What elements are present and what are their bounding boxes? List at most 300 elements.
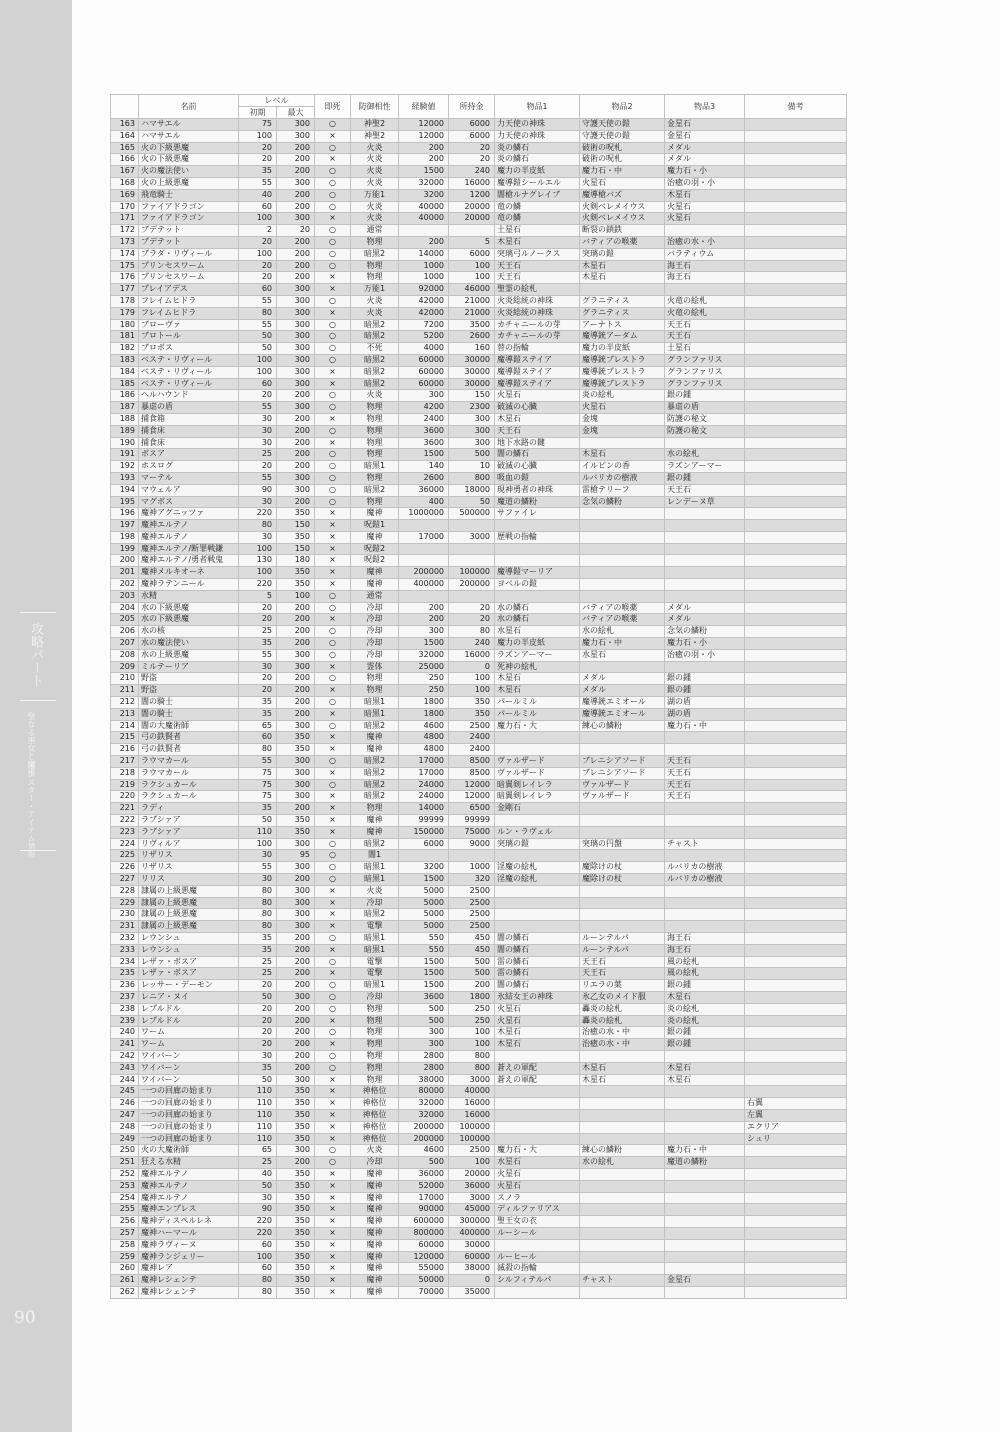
table-row [111, 472, 847, 484]
cell-instant-death: ○ [315, 119, 351, 131]
cell-number: 254 [111, 1192, 139, 1204]
cell-level-max: 300 [277, 661, 315, 673]
cell-exp: 200000 [399, 1133, 449, 1145]
cell-level-max: 350 [277, 815, 315, 827]
cell-number: 169 [111, 189, 139, 201]
cell-item2: 突璃の鎧 [580, 248, 665, 260]
cell-instant-death: × [315, 1039, 351, 1051]
cell-name: 魔神エルテノ [139, 1192, 239, 1204]
cell-item3 [665, 590, 745, 602]
cell-item3 [665, 1050, 745, 1062]
cell-level-max: 200 [277, 496, 315, 508]
cell-instant-death: × [315, 567, 351, 579]
cell-level-max: 150 [277, 520, 315, 532]
cell-number: 163 [111, 119, 139, 131]
cell-note [745, 177, 847, 189]
cell-item1: 蒼えの軍配 [495, 1074, 580, 1086]
cell-name: 水の上級悪魔 [139, 649, 239, 661]
cell-gold: 99999 [449, 815, 495, 827]
cell-item3 [665, 1180, 745, 1192]
cell-item3 [665, 284, 745, 296]
table-row [111, 862, 847, 874]
cell-number: 168 [111, 177, 139, 189]
cell-gold: 100000 [449, 1133, 495, 1145]
cell-instant-death: × [315, 944, 351, 956]
cell-instant-death: × [315, 1098, 351, 1110]
cell-number: 177 [111, 284, 139, 296]
cell-exp: 24000 [399, 779, 449, 791]
cell-level-max: 200 [277, 968, 315, 980]
cell-instant-death: × [315, 154, 351, 166]
cell-gold: 2500 [449, 909, 495, 921]
table-row [111, 567, 847, 579]
cell-level-initial: 20 [239, 980, 277, 992]
cell-level-max: 350 [277, 1109, 315, 1121]
cell-level-initial: 35 [239, 944, 277, 956]
cell-number: 191 [111, 449, 139, 461]
cell-name: ベステ・リヴィール [139, 366, 239, 378]
cell-note [745, 956, 847, 968]
table-header-row-1 [111, 95, 847, 107]
cell-instant-death: ○ [315, 720, 351, 732]
cell-defense: 万能1 [351, 284, 399, 296]
cell-defense: 暗黒2 [351, 767, 399, 779]
cell-level-initial: 50 [239, 1180, 277, 1192]
cell-exp: 2800 [399, 1050, 449, 1062]
cell-name: 魔神エルテノ/断罪戦鎌 [139, 543, 239, 555]
cell-item2: ヴァルザード [580, 779, 665, 791]
cell-defense: 火炎 [351, 1145, 399, 1157]
cell-note: シュリ [745, 1133, 847, 1145]
cell-number: 188 [111, 413, 139, 425]
cell-exp: 120000 [399, 1251, 449, 1263]
cell-note [745, 850, 847, 862]
cell-level-max: 350 [277, 508, 315, 520]
cell-item3: 炎の絵札 [665, 1003, 745, 1015]
cell-exp: 40000 [399, 213, 449, 225]
cell-level-initial: 60 [239, 378, 277, 390]
cell-number: 255 [111, 1204, 139, 1216]
cell-gold: 150 [449, 390, 495, 402]
cell-item3: 魔力石・小 [665, 638, 745, 650]
cell-name: 一つの回廊の始まり [139, 1109, 239, 1121]
cell-item1: 闇の鱗石 [495, 932, 580, 944]
cell-number: 189 [111, 425, 139, 437]
cell-name: ファイアドラゴン [139, 213, 239, 225]
cell-note: 右翼 [745, 1098, 847, 1110]
cell-instant-death: × [315, 284, 351, 296]
cell-gold: 100 [449, 272, 495, 284]
cell-gold: 36000 [449, 1180, 495, 1192]
cell-note [745, 1027, 847, 1039]
cell-level-max: 200 [277, 1039, 315, 1051]
cell-item3: メダル [665, 602, 745, 614]
cell-gold: 2500 [449, 1145, 495, 1157]
cell-item3 [665, 1168, 745, 1180]
cell-gold: 30000 [449, 366, 495, 378]
cell-item2: 守護天使の鎧 [580, 130, 665, 142]
cell-item1: 水星石 [495, 1157, 580, 1169]
cell-level-max: 350 [277, 1275, 315, 1287]
cell-instant-death: ○ [315, 649, 351, 661]
cell-note [745, 1251, 847, 1263]
cell-note [745, 1275, 847, 1287]
cell-defense: 物理 [351, 437, 399, 449]
table-row [111, 354, 847, 366]
cell-defense: 神格位 [351, 1121, 399, 1133]
cell-item3: 治癒の羽・小 [665, 649, 745, 661]
table-row [111, 944, 847, 956]
cell-item2: 天王石 [580, 956, 665, 968]
cell-instant-death: × [315, 614, 351, 626]
cell-level-initial: 65 [239, 1145, 277, 1157]
cell-instant-death: × [315, 366, 351, 378]
cell-level-initial: 60 [239, 732, 277, 744]
cell-exp: 92000 [399, 284, 449, 296]
cell-number: 245 [111, 1086, 139, 1098]
cell-defense: 物理 [351, 685, 399, 697]
cell-item2: 魔導銃プレストラ [580, 378, 665, 390]
cell-name: ボスア [139, 449, 239, 461]
cell-item2: 練心の鱗粉 [580, 720, 665, 732]
cell-level-initial: 20 [239, 1015, 277, 1027]
cell-item3: 火竜の絵札 [665, 307, 745, 319]
cell-note [745, 614, 847, 626]
cell-level-max: 150 [277, 543, 315, 555]
cell-note [745, 496, 847, 508]
cell-number: 199 [111, 543, 139, 555]
cell-exp: 200000 [399, 567, 449, 579]
cell-level-max: 300 [277, 756, 315, 768]
cell-gold: 100 [449, 685, 495, 697]
sidebar-chapter-title: 攻略パート [28, 622, 43, 687]
cell-defense: 火炎 [351, 295, 399, 307]
cell-defense: 冷却 [351, 626, 399, 638]
cell-name: ワイバーン [139, 1074, 239, 1086]
cell-name: マウェルア [139, 484, 239, 496]
cell-name: 魔神ラテンニール [139, 579, 239, 591]
cell-level-max: 300 [277, 284, 315, 296]
cell-level-max: 200 [277, 638, 315, 650]
cell-item1: ラズンアーマー [495, 649, 580, 661]
cell-defense: 冷却 [351, 602, 399, 614]
cell-gold: 8500 [449, 756, 495, 768]
table-row [111, 307, 847, 319]
table-row [111, 1251, 847, 1263]
cell-note [745, 909, 847, 921]
cell-level-max: 300 [277, 366, 315, 378]
cell-note [745, 402, 847, 414]
cell-item1: 吸血の鎧 [495, 472, 580, 484]
cell-level-initial: 50 [239, 991, 277, 1003]
cell-name: ブローヴァ [139, 319, 239, 331]
cell-gold: 1200 [449, 189, 495, 201]
cell-name: 魔神ディスペルレネ [139, 1216, 239, 1228]
cell-gold: 46000 [449, 284, 495, 296]
cell-note [745, 154, 847, 166]
cell-item2: アーナトス [580, 319, 665, 331]
table-row [111, 484, 847, 496]
table-row [111, 1216, 847, 1228]
cell-item2 [580, 1168, 665, 1180]
cell-exp: 5000 [399, 897, 449, 909]
cell-note [745, 1074, 847, 1086]
table-row [111, 1133, 847, 1145]
table-row [111, 803, 847, 815]
cell-exp: 99999 [399, 815, 449, 827]
cell-number: 179 [111, 307, 139, 319]
cell-instant-death: ○ [315, 177, 351, 189]
cell-gold: 30000 [449, 378, 495, 390]
table-row [111, 1145, 847, 1157]
cell-instant-death: ○ [315, 991, 351, 1003]
cell-item1: ルーヒール [495, 1251, 580, 1263]
cell-defense: 魔神 [351, 744, 399, 756]
cell-item1: 淫魔の絵札 [495, 862, 580, 874]
cell-defense: 魔神 [351, 1263, 399, 1275]
cell-number: 171 [111, 213, 139, 225]
cell-item3 [665, 520, 745, 532]
cell-defense: 暗黒2 [351, 779, 399, 791]
cell-item3 [665, 555, 745, 567]
cell-note [745, 1204, 847, 1216]
cell-note [745, 803, 847, 815]
cell-name: ブデテット [139, 225, 239, 237]
cell-instant-death: ○ [315, 956, 351, 968]
cell-name: 捕食箱 [139, 413, 239, 425]
cell-number: 253 [111, 1180, 139, 1192]
cell-level-initial: 75 [239, 791, 277, 803]
cell-defense: 冷却 [351, 649, 399, 661]
cell-gold: 160 [449, 343, 495, 355]
cell-gold: 500000 [449, 508, 495, 520]
cell-note [745, 449, 847, 461]
cell-item2 [580, 1227, 665, 1239]
cell-item1: 水星石 [495, 626, 580, 638]
cell-name: ラクシュカール [139, 791, 239, 803]
cell-name: 捕食床 [139, 425, 239, 437]
table-row [111, 909, 847, 921]
cell-name: リヴィルア [139, 838, 239, 850]
cell-level-max: 300 [277, 897, 315, 909]
cell-gold: 2400 [449, 732, 495, 744]
cell-exp: 4800 [399, 744, 449, 756]
cell-level-initial: 20 [239, 461, 277, 473]
cell-level-max: 300 [277, 307, 315, 319]
cell-defense: 暗黒2 [351, 366, 399, 378]
cell-item1: 破滅の心臓 [495, 402, 580, 414]
table-row [111, 1050, 847, 1062]
cell-defense: 物理 [351, 1027, 399, 1039]
cell-note [745, 779, 847, 791]
cell-item3: 銀の鍾 [665, 472, 745, 484]
cell-exp: 3600 [399, 991, 449, 1003]
cell-exp: 300 [399, 390, 449, 402]
cell-item2: バティアの喉薬 [580, 602, 665, 614]
cell-level-max: 300 [277, 402, 315, 414]
cell-instant-death: × [315, 543, 351, 555]
table-row [111, 213, 847, 225]
cell-number: 197 [111, 520, 139, 532]
cell-number: 237 [111, 991, 139, 1003]
cell-level-max: 350 [277, 744, 315, 756]
cell-item2: 魔導銃プレストラ [580, 366, 665, 378]
table-row [111, 248, 847, 260]
cell-note [745, 295, 847, 307]
cell-name: ベステ・リヴィール [139, 354, 239, 366]
cell-item2 [580, 1239, 665, 1251]
cell-gold: 240 [449, 166, 495, 178]
cell-note [745, 991, 847, 1003]
cell-item2 [580, 1098, 665, 1110]
cell-instant-death: × [315, 1133, 351, 1145]
cell-defense: 暗黒2 [351, 331, 399, 343]
cell-level-max: 200 [277, 803, 315, 815]
table-row [111, 685, 847, 697]
cell-defense: 暗黒2 [351, 248, 399, 260]
cell-defense: 火炎 [351, 177, 399, 189]
cell-instant-death: × [315, 661, 351, 673]
cell-name: 狂える水精 [139, 1157, 239, 1169]
cell-instant-death: ○ [315, 425, 351, 437]
cell-name: レプルドル [139, 1015, 239, 1027]
cell-number: 192 [111, 461, 139, 473]
cell-defense: 暗黒1 [351, 708, 399, 720]
cell-name: ブラダ・リヴィール [139, 248, 239, 260]
cell-gold: 300000 [449, 1216, 495, 1228]
cell-instant-death: × [315, 1121, 351, 1133]
cell-number: 214 [111, 720, 139, 732]
cell-number: 232 [111, 932, 139, 944]
cell-exp: 70000 [399, 1286, 449, 1298]
table-row [111, 1239, 847, 1251]
cell-item1 [495, 555, 580, 567]
cell-item3: 海王石 [665, 944, 745, 956]
table-row [111, 284, 847, 296]
sidebar-rule-top [20, 612, 56, 613]
cell-item3: 魔力石・中 [665, 1145, 745, 1157]
cell-level-max: 20 [277, 225, 315, 237]
cell-name: リリス [139, 874, 239, 886]
cell-exp: 140 [399, 461, 449, 473]
cell-note [745, 744, 847, 756]
cell-defense: 魔神 [351, 732, 399, 744]
cell-item1: 力天使の神珠 [495, 119, 580, 131]
header-level: レベル [239, 95, 315, 107]
table-row [111, 1263, 847, 1275]
table-row [111, 1168, 847, 1180]
cell-exp: 1500 [399, 980, 449, 992]
cell-instant-death: ○ [315, 590, 351, 602]
cell-number: 257 [111, 1227, 139, 1239]
cell-defense: 電撃 [351, 968, 399, 980]
sidebar-section-title: モンスター・アイテム情報 [27, 762, 36, 858]
cell-level-initial: 100 [239, 366, 277, 378]
cell-name: ラブシァア [139, 826, 239, 838]
cell-item2: ブレニシアソード [580, 767, 665, 779]
table-row [111, 1157, 847, 1169]
cell-level-max: 200 [277, 708, 315, 720]
cell-defense: 火炎 [351, 390, 399, 402]
cell-number: 234 [111, 956, 139, 968]
cell-defense: 火炎 [351, 154, 399, 166]
cell-note [745, 1168, 847, 1180]
cell-level-max: 200 [277, 236, 315, 248]
cell-number: 242 [111, 1050, 139, 1062]
cell-note [745, 885, 847, 897]
table-row [111, 649, 847, 661]
cell-item2: 炎の絵札 [580, 390, 665, 402]
cell-level-max: 200 [277, 449, 315, 461]
cell-gold: 2500 [449, 921, 495, 933]
cell-exp: 42000 [399, 307, 449, 319]
cell-number: 196 [111, 508, 139, 520]
table-row [111, 189, 847, 201]
cell-level-max: 300 [277, 331, 315, 343]
cell-name: 魔神エンプレス [139, 1204, 239, 1216]
cell-level-max: 200 [277, 697, 315, 709]
cell-note [745, 343, 847, 355]
cell-instant-death: × [315, 1109, 351, 1121]
cell-item2: 突璃の円盤 [580, 838, 665, 850]
cell-exp: 4800 [399, 732, 449, 744]
cell-number: 217 [111, 756, 139, 768]
cell-item3: 風の絵札 [665, 968, 745, 980]
cell-item2: ブレニシアソード [580, 756, 665, 768]
cell-defense: 暗黒1 [351, 944, 399, 956]
cell-defense: 物理 [351, 803, 399, 815]
table-row [111, 968, 847, 980]
cell-name: ラクシュカール [139, 779, 239, 791]
cell-item1: 現神勇者の神珠 [495, 484, 580, 496]
cell-level-initial: 25 [239, 626, 277, 638]
cell-defense: 物理 [351, 1015, 399, 1027]
cell-exp: 17000 [399, 767, 449, 779]
cell-number: 206 [111, 626, 139, 638]
cell-number: 190 [111, 437, 139, 449]
table-row [111, 1275, 847, 1287]
table-row [111, 225, 847, 237]
cell-level-max: 200 [277, 944, 315, 956]
cell-name: ミルテーリア [139, 661, 239, 673]
cell-note [745, 260, 847, 272]
cell-item3: 海王石 [665, 260, 745, 272]
cell-note [745, 638, 847, 650]
cell-number: 164 [111, 130, 139, 142]
cell-number: 262 [111, 1286, 139, 1298]
cell-instant-death: ○ [315, 1157, 351, 1169]
cell-item3 [665, 1204, 745, 1216]
cell-level-initial: 110 [239, 1121, 277, 1133]
cell-number: 186 [111, 390, 139, 402]
cell-note [745, 673, 847, 685]
cell-gold: 30000 [449, 354, 495, 366]
cell-item2 [580, 590, 665, 602]
cell-instant-death: × [315, 579, 351, 591]
cell-item3: グランファリス [665, 378, 745, 390]
cell-instant-death: × [315, 1251, 351, 1263]
cell-name: レウンシュ [139, 932, 239, 944]
cell-item1: 炎の鱗石 [495, 154, 580, 166]
cell-level-max: 300 [277, 838, 315, 850]
cell-instant-death: ○ [315, 166, 351, 178]
cell-exp: 1500 [399, 968, 449, 980]
cell-item1: 火星石 [495, 1015, 580, 1027]
cell-item3: 暴虐の盾 [665, 402, 745, 414]
cell-instant-death: ○ [315, 343, 351, 355]
cell-item3: 天王石 [665, 767, 745, 779]
cell-instant-death: × [315, 1168, 351, 1180]
